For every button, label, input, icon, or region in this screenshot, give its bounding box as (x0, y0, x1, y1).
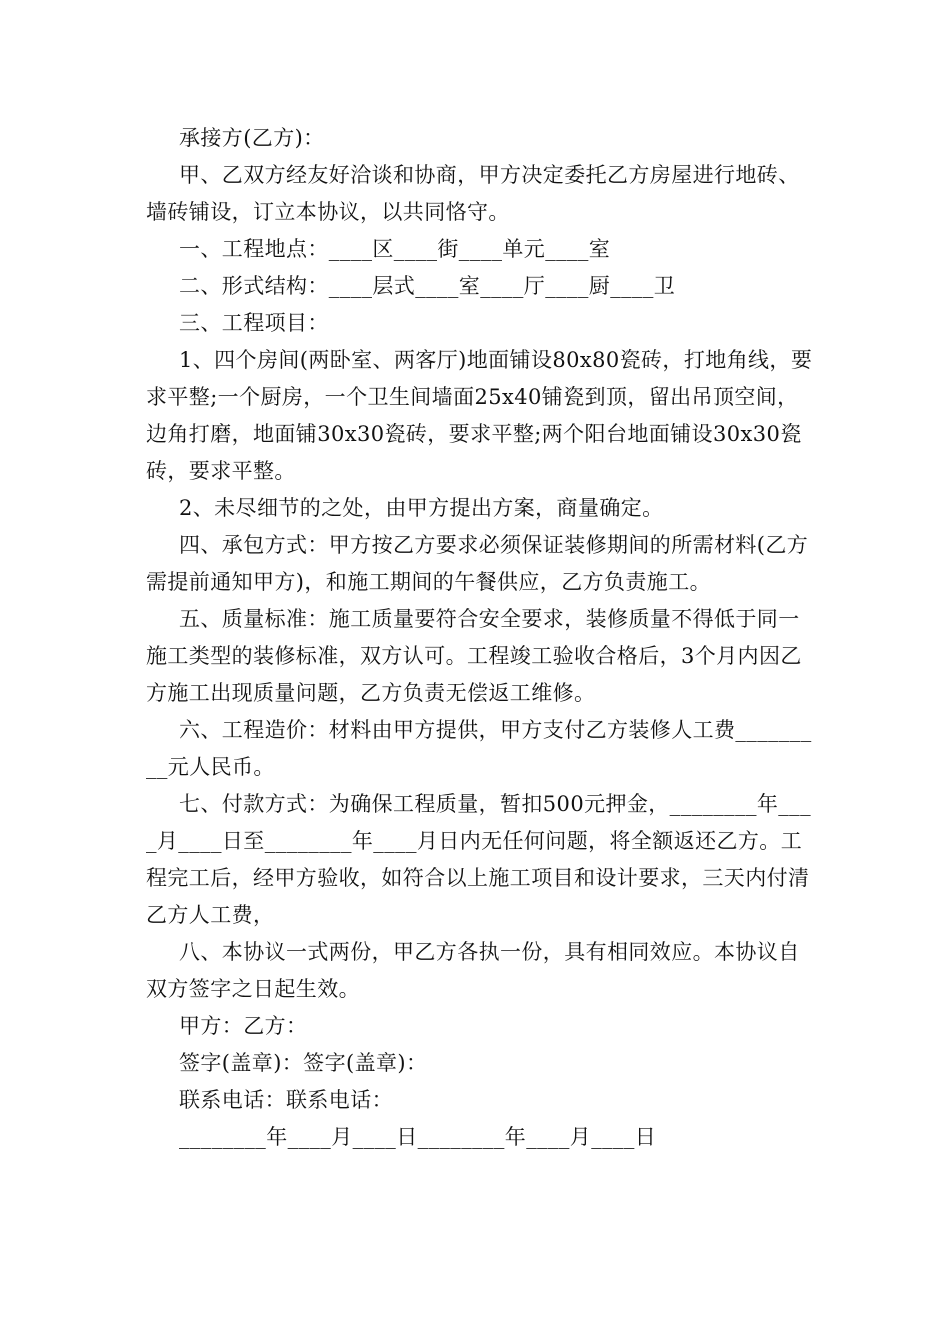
clause-location: 一、工程地点：____区____街____单元____室 (179, 237, 611, 261)
clause-structure: 二、形式结构：____层式____室____厅____厨____卫 (179, 274, 676, 298)
clause-payment: 七、付款方式：为确保工程质量，暂扣500元押金，________年____月____日至________年____月日内无任何问题，将全额返还乙方。工程完工后，经甲方验收，如符合以上施工项目和设计要求，三天内付清乙方人工费， (146, 792, 811, 927)
clause-project-item-2: 2、未尽细节的之处，由甲方提出方案，商量确定。 (179, 496, 664, 520)
clause-project-item-1: 1、四个房间(两卧室、两客厅)地面铺设80x80瓷砖，打地角线，要求平整;一个厨房，一个卫生间墙面25x40铺瓷到顶，留出吊顶空间，边角打磨，地面铺30x30瓷砖，要求平整;两个阳台地面铺设30x30瓷砖，要求平整。 (146, 348, 813, 483)
clause-project-heading: 三、工程项目： (179, 311, 329, 335)
signature-date: ________年____月____日________年____月____日 (179, 1125, 657, 1149)
clause-copies: 八、本协议一式两份，甲乙方各执一份，具有相同效应。本协议自双方签字之日起生效。 (146, 940, 800, 1001)
signature-seal: 签字(盖章)：签字(盖章)： (179, 1051, 428, 1075)
clause-cost: 六、工程造价：材料由甲方提供，甲方支付乙方装修人工费_________元人民币。 (146, 718, 812, 779)
signature-parties: 甲方：乙方： (179, 1014, 308, 1038)
clause-quality-standard: 五、质量标准：施工质量要符合安全要求，装修质量不得低于同一施工类型的装修标准，双方认可。工程竣工验收合格后，3个月内因乙方施工出现质量问题，乙方负责无偿返工维修。 (146, 607, 802, 705)
intro-paragraph: 甲、乙双方经友好洽谈和协商，甲方决定委托乙方房屋进行地砖、墙砖铺设，订立本协议，以共同恪守。 (146, 163, 800, 224)
document-body (146, 120, 818, 1156)
signature-phone: 联系电话：联系电话： (179, 1088, 393, 1112)
clause-contract-method: 四、承包方式：甲方按乙方要求必须保证装修期间的所需材料(乙方需提前通知甲方)，和施工期间的午餐供应，乙方负责施工。 (146, 533, 809, 594)
party-b-heading: 承接方(乙方)： (179, 126, 325, 150)
